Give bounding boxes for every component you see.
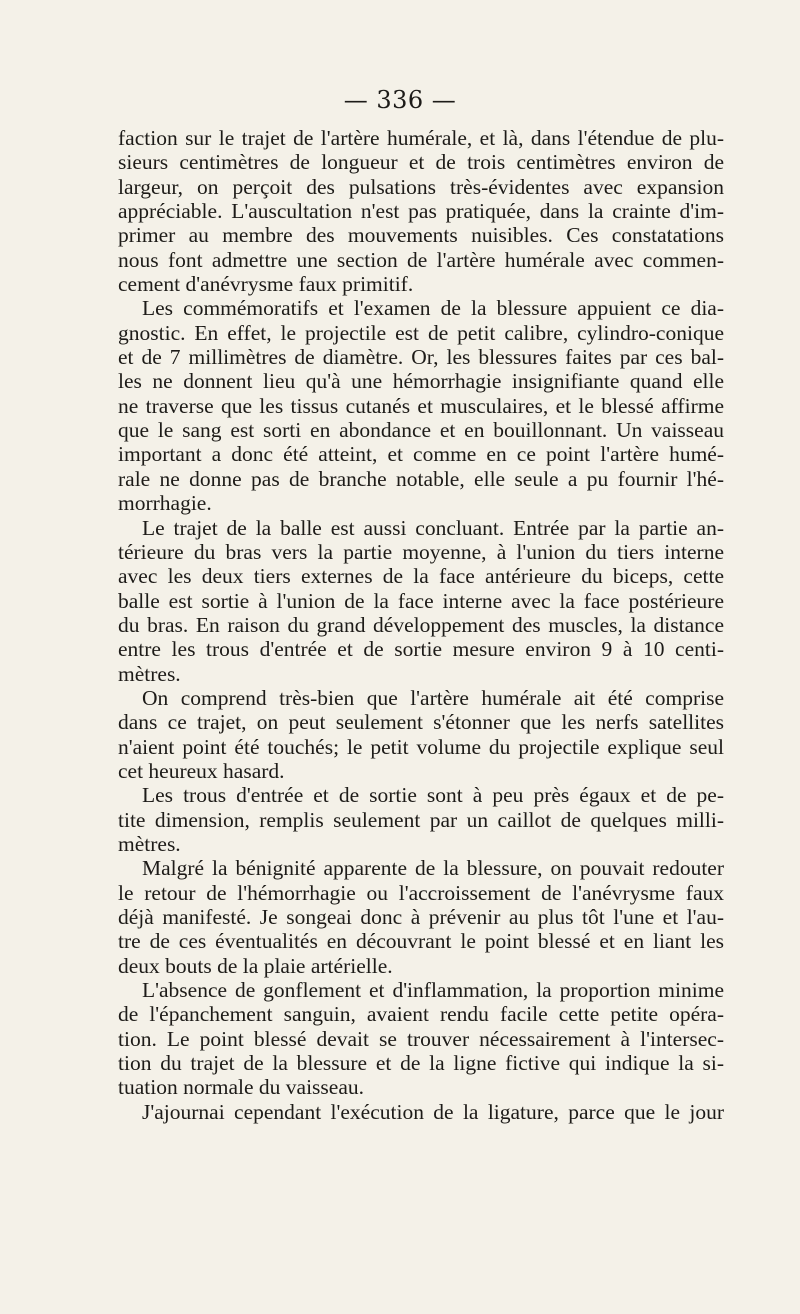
text-line: n'aient point été touchés; le petit volume du projectile explique seul <box>118 734 724 759</box>
text-line: J'ajournai cependant l'exécution de la ligature, parce que le jour <box>142 1099 724 1124</box>
text-line: mètres. <box>118 661 181 686</box>
text-line: que le sang est sorti en abondance et en bouillonnant. Un vaisseau <box>118 418 724 443</box>
paragraph <box>118 978 724 1100</box>
text-line: et de 7 millimètres de diamètre. Or, les blessures faites par ces bal- <box>118 345 724 370</box>
text-line: appréciable. L'auscultation n'est pas pratiquée, dans la crainte d'im- <box>118 199 724 224</box>
text-line: gnostic. En effet, le projectile est de petit calibre, cylindro-conique <box>118 320 724 345</box>
text-line: de l'épanchement sanguin, avaient rendu facile cette petite opéra- <box>118 1002 724 1027</box>
text-line: Le trajet de la balle est aussi concluant. Entrée par la partie an- <box>142 515 724 540</box>
text-line: faction sur le trajet de l'artère humérale, et là, dans l'étendue de plu- <box>118 126 724 150</box>
page-number: — 336 — <box>343 86 457 114</box>
text-line: cement d'anévrysme faux primitif. <box>118 272 414 297</box>
text-line: du bras. En raison du grand développement des muscles, la distance <box>118 612 724 637</box>
text-line: primer au membre des mouvements nuisibles. Ces constatations <box>118 223 724 248</box>
text-line: le retour de l'hémorrhagie ou l'accroissement de l'anévrysme faux <box>118 880 724 905</box>
text-line: tion du trajet de la blessure et de la ligne fictive qui indique la si- <box>118 1051 724 1076</box>
text-line: cet heureux hasard. <box>118 758 285 783</box>
text-line: important a donc été atteint, et comme en ce point l'artère humé- <box>118 442 724 467</box>
text-line: nous font admettre une section de l'artère humérale avec commen- <box>118 247 724 272</box>
text-line: L'absence de gonflement et d'inflammation, la proportion minime <box>142 978 724 1003</box>
text-line: déjà manifesté. Je songeai donc à prévenir au plus tôt l'une et l'au- <box>118 905 724 929</box>
paragraph <box>118 1100 724 1124</box>
text-line: ne traverse que les tissus cutanés et musculaires, et le blessé affirme <box>118 393 724 418</box>
text-line: Les trous d'entrée et de sortie sont à peu près égaux et de pe- <box>142 783 724 808</box>
text-line: Les commémoratifs et l'examen de la blessure appuient ce dia- <box>142 296 724 321</box>
paragraph <box>118 783 724 856</box>
text-line: balle est sortie à l'union de la face interne avec la face postérieure <box>118 588 724 613</box>
text-line: tite dimension, remplis seulement par un caillot de quelques milli- <box>118 807 724 832</box>
text-line: On comprend très-bien que l'artère humérale ait été comprise <box>142 685 724 710</box>
text-line: rale ne donne pas de branche notable, elle seule a pu fournir l'hé- <box>118 466 724 491</box>
text-line: dans ce trajet, on peut seulement s'étonner que les nerfs satellites <box>118 710 724 735</box>
text-line: tion. Le point blessé devait se trouver nécessairement à l'intersec- <box>118 1026 724 1051</box>
text-line: Malgré la bénignité apparente de la blessure, on pouvait redouter <box>142 856 724 881</box>
text-line: sieurs centimètres de longueur et de trois centimètres environ de <box>118 150 724 175</box>
text-line: entre les trous d'entrée et de sortie mesure environ 9 à 10 centi- <box>118 637 724 662</box>
text-line: deux bouts de la plaie artérielle. <box>118 953 393 978</box>
paragraph <box>118 856 724 978</box>
text-line: tre de ces éventualités en découvrant le point blessé et en liant les <box>118 929 724 954</box>
text-line: mètres. <box>118 831 181 856</box>
text-line: avec les deux tiers externes de la face antérieure du biceps, cette <box>118 564 724 589</box>
paragraph <box>118 296 724 515</box>
paragraph <box>118 686 724 783</box>
paragraph <box>118 516 724 686</box>
text-line: tuation normale du vaisseau. <box>118 1075 364 1100</box>
body-text <box>118 126 724 1124</box>
text-line: morrhagie. <box>118 491 212 516</box>
text-line: térieure du bras vers la partie moyenne, à l'union du tiers interne <box>118 539 724 564</box>
text-line: largeur, on perçoit des pulsations très-évidentes avec expansion <box>118 174 724 199</box>
text-line: les ne donnent lieu qu'à une hémorrhagie insignifiante quand elle <box>118 369 724 394</box>
paragraph <box>118 126 724 296</box>
